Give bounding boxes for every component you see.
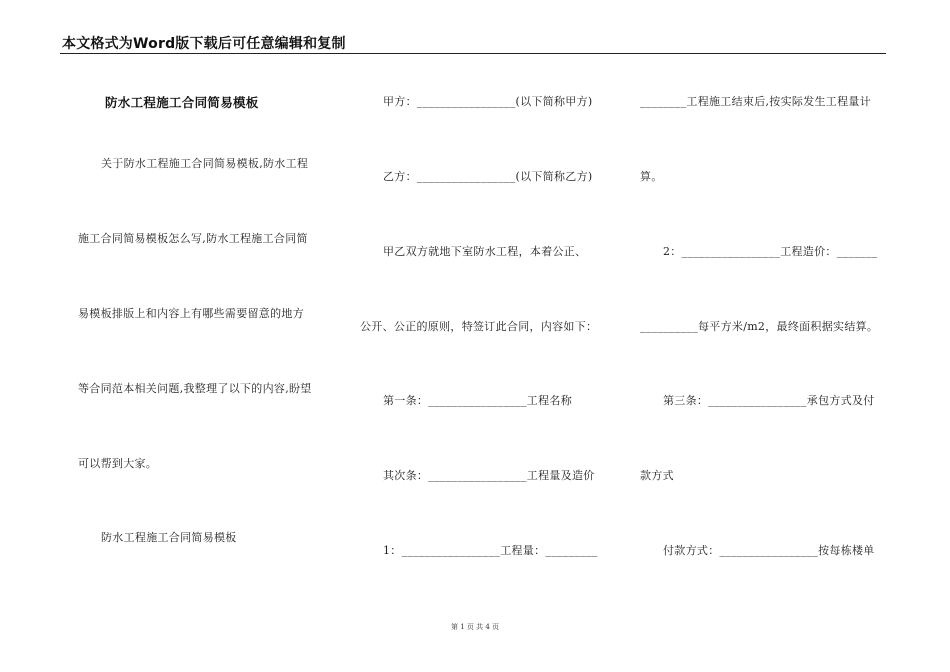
paragraph-line: 算。: [640, 170, 663, 183]
paragraph-line: 可以帮到大家。: [78, 457, 158, 470]
paragraph-line: 公开、公正的原则，特签订此合同，内容如下：: [360, 320, 598, 333]
clause-line: 1：_________________工程量：_________: [383, 544, 598, 557]
clause-line: 付款方式：_________________按每栋楼单: [663, 544, 875, 557]
page-number: 第 1 页 共 4 页: [450, 623, 500, 631]
paragraph-line: 甲乙双方就地下室防水工程，本着公正、: [383, 245, 587, 258]
party-a-line: 甲方：_________________(以下简称甲方): [383, 95, 593, 108]
paragraph-line: 易模板排版上和内容上有哪些需要留意的地方: [78, 307, 304, 320]
paragraph-line: 施工合同简易模板怎么写,防水工程施工合同简: [78, 232, 308, 245]
header-divider: [60, 53, 886, 54]
clause-line: 其次条：_________________工程量及造价: [383, 469, 595, 482]
clause-line: 2：_________________工程造价：_______: [663, 245, 878, 258]
paragraph-line: 款方式: [640, 469, 674, 482]
party-b-line: 乙方：_________________(以下简称乙方): [383, 170, 593, 183]
paragraph-line: 关于防水工程施工合同简易模板,防水工程: [101, 157, 309, 170]
clause-line: 第一条：_________________工程名称: [383, 394, 572, 407]
paragraph-line: 等合同范本相关问题,我整理了以下的内容,盼望: [78, 382, 312, 395]
section-heading: 防水工程施工合同简易模板: [101, 531, 237, 544]
header-title: 本文格式为Word版下载后可任意编辑和复制: [62, 36, 346, 52]
clause-line: 第三条：_________________承包方式及付: [663, 394, 875, 407]
paragraph-line: __________每平方米/m2，最终面积据实结算。: [640, 320, 879, 333]
document-title: 防水工程施工合同简易模板: [105, 95, 259, 110]
paragraph-line: ________工程施工结束后,按实际发生工程量计: [640, 95, 871, 108]
